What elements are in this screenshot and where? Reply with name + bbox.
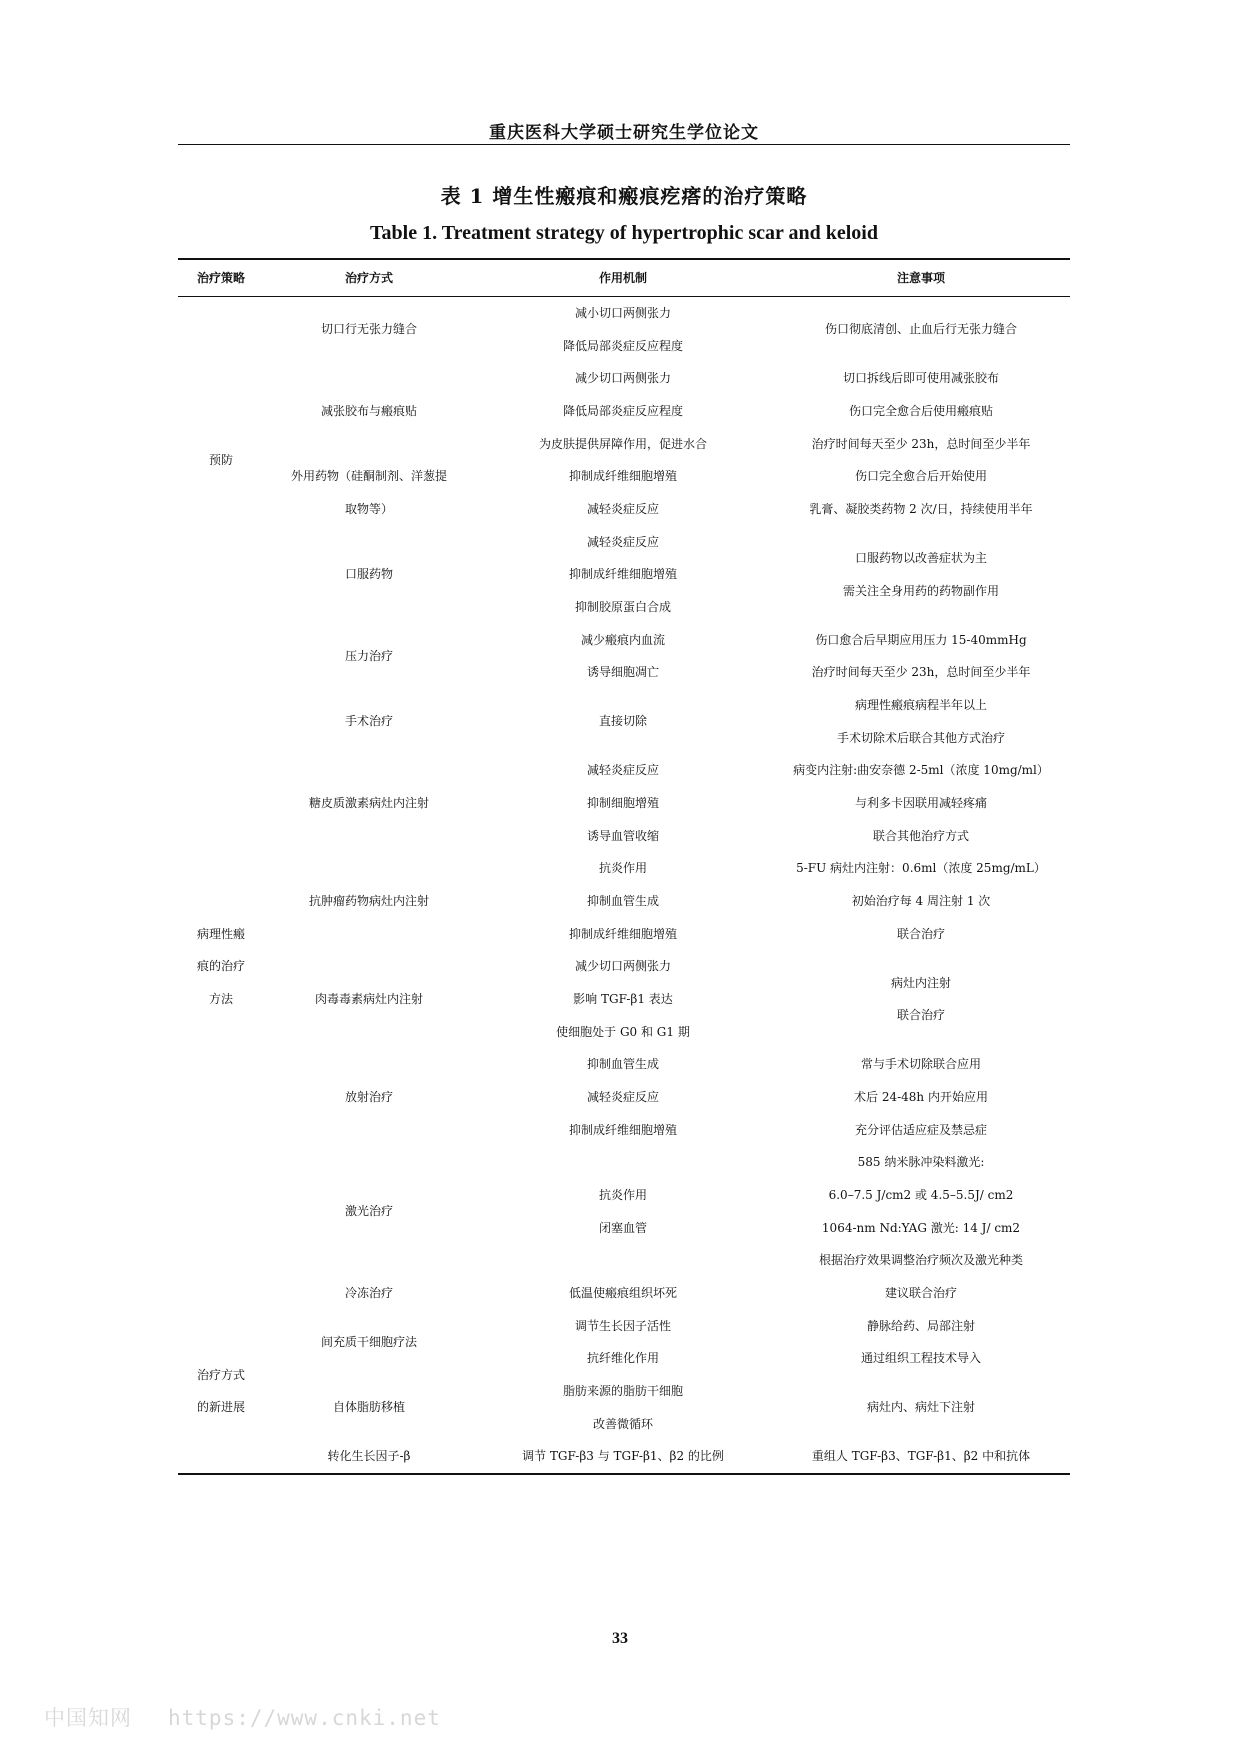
mechanism-cell-line: 抗炎作用 (598, 1187, 647, 1202)
mechanism-cell (474, 1277, 772, 1310)
column-header-strategy: 治疗策略 (196, 271, 245, 285)
notes-cell-line: 病灶内注射 (890, 975, 951, 990)
mechanism-cell-line: 减轻炎症反应 (586, 1089, 659, 1104)
method-cell (264, 950, 474, 1048)
mechanism-cell-line: 减轻炎症反应 (586, 534, 659, 549)
method-cell (264, 689, 474, 754)
notes-cell-line: 585 纳米脉冲染料激光: (857, 1155, 985, 1170)
mechanism-cell-line: 抑制成纤维细胞增殖 (568, 567, 677, 582)
mechanism-cell (474, 362, 772, 460)
notes-cell-line: 6.0–7.5 J/cm2 或 4.5–5.5J/ cm2 (828, 1187, 1014, 1202)
method-cell (264, 1146, 474, 1277)
notes-cell (772, 624, 1070, 689)
notes-cell-line: 伤口完全愈合后使用瘢痕贴 (848, 403, 993, 418)
mechanism-cell-line: 减轻炎症反应 (586, 502, 659, 516)
mechanism-cell-line: 抗炎作用 (598, 861, 647, 876)
mechanism-cell (474, 624, 772, 689)
method-cell (264, 1277, 474, 1310)
notes-cell (772, 362, 1070, 460)
method-cell (264, 297, 474, 362)
notes-cell-line: 伤口愈合后早期应用压力 15-40mmHg (815, 632, 1027, 647)
mechanism-cell (474, 526, 772, 624)
watermark-brand: 中国知网 (44, 1706, 132, 1730)
method-cell-line: 间充质干细胞疗法 (320, 1334, 417, 1349)
notes-cell-line: 根据治疗效果调整治疗频次及激光种类 (818, 1253, 1023, 1268)
mechanism-cell-line: 抑制血管生成 (586, 893, 659, 908)
table-title-en: Table 1. Treatment strategy of hypertrophic scar and keloid (370, 222, 878, 244)
method-cell-line: 肉毒毒素病灶内注射 (314, 991, 423, 1006)
mechanism-cell-line: 减少瘢痕内血流 (580, 632, 665, 647)
method-cell-line: 手术治疗 (344, 714, 393, 729)
method-cell-line: 取物等） (344, 502, 393, 516)
method-cell (264, 624, 474, 689)
method-cell-line: 放射治疗 (344, 1089, 393, 1104)
treatment-table (178, 258, 1070, 1475)
mechanism-cell-line: 诱导细胞凋亡 (586, 665, 659, 680)
notes-cell-line: 伤口彻底清创、止血后行无张力缝合 (824, 322, 1017, 337)
method-cell-line: 口服药物 (344, 567, 393, 582)
notes-cell (772, 1277, 1070, 1310)
notes-cell-line: 病变内注射:曲安奈德 2-5ml（浓度 10mg/ml） (793, 763, 1049, 778)
strategy-cell-line: 治疗方式 (196, 1367, 245, 1382)
notes-cell (772, 950, 1070, 1048)
column-header-notes: 注意事项 (896, 271, 945, 285)
mechanism-cell-line: 抑制成纤维细胞增殖 (568, 1122, 677, 1137)
method-cell-line: 糖皮质激素病灶内注射 (308, 795, 429, 810)
running-header: 重庆医科大学硕士研究生学位论文 (489, 123, 759, 143)
notes-cell-line: 术后 24-48h 内开始应用 (854, 1089, 988, 1104)
column-header-mechanism: 作用机制 (598, 271, 647, 285)
mechanism-cell-line: 调节生长因子活性 (574, 1318, 671, 1333)
mechanism-cell (474, 754, 772, 852)
method-cell-line: 自体脂肪移植 (332, 1400, 405, 1415)
mechanism-cell-line: 影响 TGF-β1 表达 (573, 991, 673, 1006)
strategy-cell (178, 1310, 264, 1473)
column-header-method: 治疗方式 (344, 271, 393, 285)
notes-cell (772, 460, 1070, 525)
mechanism-cell (474, 1375, 772, 1440)
notes-cell-line: 通过组织工程技术导入 (860, 1351, 981, 1366)
mechanism-cell-line: 减轻炎症反应 (586, 763, 659, 778)
notes-cell-line: 乳膏、凝胶类药物 2 次/日，持续使用半年 (809, 502, 1033, 516)
mechanism-cell-line: 抑制成纤维细胞增殖 (568, 926, 677, 941)
notes-cell-line: 病理性瘢痕病程半年以上 (854, 697, 987, 712)
method-cell-line: 转化生长因子-β (327, 1449, 411, 1464)
mechanism-cell (474, 460, 772, 525)
table-header-row (178, 260, 1070, 297)
mechanism-cell (474, 852, 772, 950)
notes-cell-line: 手术切除术后联合其他方式治疗 (836, 730, 1005, 745)
method-cell-line: 外用药物（硅酮制剂、洋葱提 (290, 469, 447, 484)
mechanism-cell-line: 抑制成纤维细胞增殖 (568, 469, 677, 484)
method-cell-line: 减张胶布与瘢痕贴 (320, 403, 417, 418)
mechanism-cell (474, 297, 772, 362)
method-cell (264, 1440, 474, 1473)
notes-cell (772, 1440, 1070, 1473)
mechanism-cell-line: 抑制血管生成 (586, 1057, 659, 1072)
table-body (178, 297, 1070, 1473)
strategy-cell-line: 病理性瘢 (196, 926, 245, 941)
notes-cell-line: 建议联合治疗 (884, 1285, 957, 1300)
mechanism-cell-line: 闭塞血管 (598, 1220, 647, 1235)
mechanism-cell (474, 689, 772, 754)
mechanism-cell (474, 1310, 772, 1375)
notes-cell-line: 治疗时间每天至少 23h，总时间至少半年 (811, 436, 1031, 451)
method-cell (264, 526, 474, 624)
mechanism-cell-line: 减少切口两侧张力 (574, 371, 671, 386)
mechanism-cell-line: 低温使瘢痕组织坏死 (568, 1285, 677, 1300)
notes-cell-line: 伤口完全愈合后开始使用 (854, 469, 987, 484)
method-cell-line: 压力治疗 (344, 648, 393, 663)
mechanism-cell-line: 降低局部炎症反应程度 (562, 338, 683, 353)
notes-cell (772, 297, 1070, 362)
notes-cell-line: 治疗时间每天至少 23h，总时间至少半年 (811, 665, 1031, 680)
notes-cell-line: 与利多卡因联用减轻疼痛 (854, 795, 987, 810)
notes-cell (772, 1310, 1070, 1375)
strategy-cell-line: 方法 (208, 992, 233, 1006)
notes-cell-line: 常与手术切除联合应用 (860, 1057, 981, 1072)
method-cell (264, 1048, 474, 1146)
notes-cell-line: 重组人 TGF-β3、TGF-β1、β2 中和抗体 (811, 1449, 1031, 1464)
notes-cell (772, 1375, 1070, 1440)
notes-cell-line: 5-FU 病灶内注射：0.6ml（浓度 25mg/mL） (796, 861, 1046, 876)
mechanism-cell-line: 减少切口两侧张力 (574, 959, 671, 974)
method-cell-line: 切口行无张力缝合 (320, 322, 417, 337)
strategy-cell-line: 的新进展 (196, 1400, 245, 1415)
notes-cell-line: 口服药物以改善症状为主 (854, 550, 987, 565)
header-rule (178, 144, 1070, 145)
mechanism-cell-line: 脂肪来源的脂肪干细胞 (562, 1383, 683, 1398)
mechanism-cell-line: 调节 TGF-β3 与 TGF-β1、β2 的比例 (522, 1449, 724, 1464)
mechanism-cell (474, 1048, 772, 1146)
notes-cell-line: 需关注全身用药的药物副作用 (842, 583, 999, 598)
notes-cell-line: 联合治疗 (896, 926, 945, 941)
notes-cell-line: 1064-nm Nd:YAG 激光: 14 J/ cm2 (821, 1220, 1021, 1235)
notes-cell (772, 689, 1070, 754)
strategy-cell-line: 痕的治疗 (196, 959, 245, 974)
notes-cell (772, 852, 1070, 950)
page-number: 33 (612, 1630, 628, 1647)
mechanism-cell-line: 抑制细胞增殖 (586, 795, 659, 810)
notes-cell-line: 切口拆线后即可使用减张胶布 (842, 371, 999, 386)
notes-cell (772, 526, 1070, 624)
notes-cell (772, 1048, 1070, 1146)
notes-cell-line: 静脉给药、局部注射 (866, 1318, 975, 1333)
mechanism-cell (474, 1146, 772, 1277)
method-cell-line: 激光治疗 (344, 1204, 393, 1219)
strategy-cell (178, 297, 264, 624)
method-cell (264, 460, 474, 525)
strategy-cell (178, 624, 264, 1310)
mechanism-cell-line: 诱导血管收缩 (586, 828, 659, 843)
mechanism-cell (474, 1440, 772, 1473)
method-cell-line: 抗肿瘤药物病灶内注射 (308, 893, 429, 908)
mechanism-cell-line: 减小切口两侧张力 (574, 305, 671, 320)
mechanism-cell-line: 使细胞处于 G0 和 G1 期 (556, 1024, 690, 1039)
notes-cell-line: 初始治疗每 4 周注射 1 次 (851, 893, 991, 908)
mechanism-cell-line: 直接切除 (598, 714, 647, 729)
mechanism-cell-line: 抗纤维化作用 (586, 1351, 659, 1366)
notes-cell-line: 充分评估适应症及禁忌症 (854, 1122, 987, 1137)
mechanism-cell-line: 降低局部炎症反应程度 (562, 403, 683, 418)
table-title-cn: 表 1 增生性瘢痕和瘢痕疙瘩的治疗策略 (440, 184, 808, 208)
notes-cell (772, 1146, 1070, 1277)
mechanism-cell-line: 为皮肤提供屏障作用，促进水合 (538, 436, 707, 451)
method-cell (264, 362, 474, 460)
mechanism-cell-line: 抑制胶原蛋白合成 (574, 600, 671, 614)
method-cell (264, 754, 474, 852)
method-cell (264, 852, 474, 950)
mechanism-cell-line: 改善微循环 (592, 1416, 653, 1431)
notes-cell-line: 联合其他治疗方式 (872, 828, 969, 843)
method-cell-line: 冷冻治疗 (344, 1285, 393, 1300)
notes-cell (772, 754, 1070, 852)
method-cell (264, 1310, 474, 1375)
watermark-url: https://www.cnki.net (168, 1706, 441, 1730)
notes-cell-line: 病灶内、病灶下注射 (866, 1400, 975, 1415)
method-cell (264, 1375, 474, 1440)
strategy-cell-line: 预防 (208, 452, 233, 467)
mechanism-cell (474, 950, 772, 1048)
watermark (44, 1702, 441, 1732)
notes-cell-line: 联合治疗 (896, 1008, 945, 1023)
